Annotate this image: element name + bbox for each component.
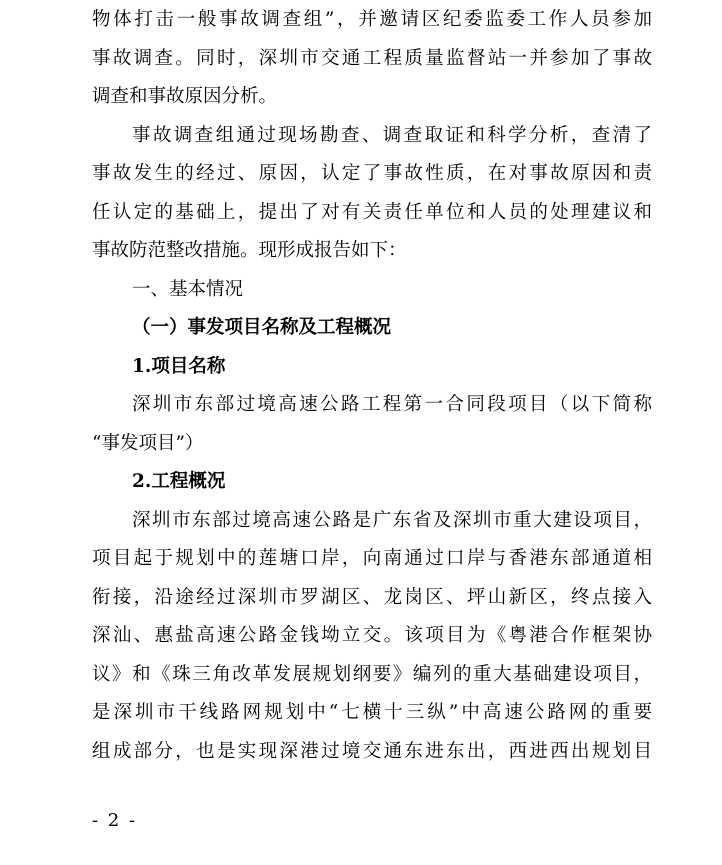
paragraph-1-line-3: 调查和事故原因分析。 [92, 86, 278, 107]
item2-line-3: 衔接，沿途经过深圳市罗湖区、龙岗区、坪山新区，终点接入 [92, 586, 652, 608]
item2-line-7: 组成部分，也是实现深港过境交通东进东出，西进西出规划目 [92, 740, 652, 762]
page-number: - 2 - [92, 810, 138, 831]
document-body [92, 0, 652, 771]
item2-line-1: 深圳市东部过境高速公路是广东省及深圳市重大建设项目， [132, 509, 652, 531]
item1-line-1: 深圳市东部过境高速公路工程第一合同段项目（以下简称 [132, 394, 652, 415]
item2-line-2: 项目起于规划中的莲塘口岸，向南通过口岸与香港东部通道相 [92, 548, 652, 569]
paragraph-1-line-1: 物体打击一般事故调查组”，并邀请区纪委监委工作人员参加 [92, 9, 652, 30]
item1-line-2: “事发项目”） [92, 432, 204, 454]
paragraph-2-line-4: 事故防范整改措施。现形成报告如下： [92, 240, 407, 261]
item2-line-4: 深汕、惠盐高速公路金钱坳立交。该项目为《粤港合作框架协 [92, 625, 652, 646]
section-heading: 一、基本情况 [132, 278, 244, 300]
paragraph-2-line-2: 事故发生的经过、原因，认定了事故性质，在对事故原因和责 [92, 163, 652, 184]
subsection-heading: （一）事发项目名称及工程概况 [132, 317, 392, 338]
paragraph-2-line-3: 任认定的基础上，提出了对有关责任单位和人员的处理建议和 [92, 201, 652, 223]
item2-line-6: 是深圳市干线路网规划中“七横十三纵”中高速公路网的重要 [92, 702, 652, 723]
paragraph-1-line-2: 事故调查。同时，深圳市交通工程质量监督站一并参加了事故 [92, 47, 652, 69]
item2-line-5: 议》和《珠三角改革发展规划纲要》编列的重大基础建设项目， [92, 663, 652, 685]
paragraph-2-line-1: 事故调查组通过现场勘查、调查取证和科学分析，查清了 [132, 124, 652, 146]
item1-heading: 1.项目名称 [132, 355, 226, 377]
item2-heading: 2.工程概况 [132, 471, 226, 492]
